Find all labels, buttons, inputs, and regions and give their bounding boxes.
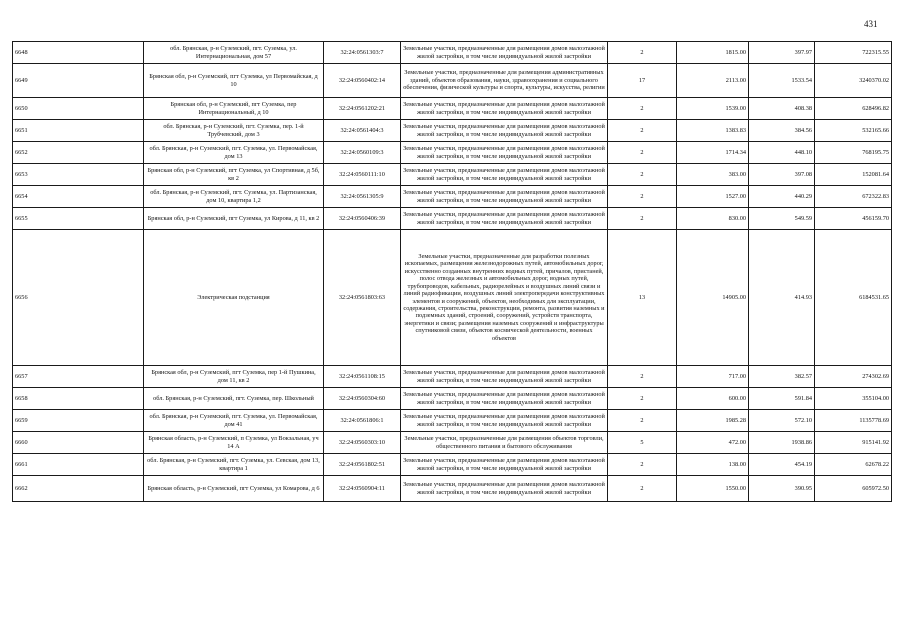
page-number: 431 — [864, 19, 878, 29]
group-cell: 2 — [608, 388, 677, 410]
cadastral-value-cell: 722315.55 — [815, 42, 892, 64]
cadastral-value-cell: 628496.82 — [815, 98, 892, 120]
address-cell: Брянская обл, р-н Суземский, пгт Суземка, пер 1-й Пушкина, дом 11, кв 2 — [144, 366, 324, 388]
group-cell: 2 — [608, 410, 677, 432]
address-cell: Брянская обл, р-н Суземский, пгт Суземка, ул Кирова, д 11, кв 2 — [144, 208, 324, 230]
cadastral-number-cell: 32:24:0560402:14 — [324, 64, 401, 98]
cadastral-value-cell: 915141.92 — [815, 432, 892, 454]
table-row — [13, 64, 892, 98]
table-row — [13, 366, 892, 388]
cadastral-value-cell: 3240370.02 — [815, 64, 892, 98]
area-cell: 1714.34 — [677, 142, 749, 164]
area-cell: 717.00 — [677, 366, 749, 388]
table-row — [13, 120, 892, 142]
permitted-use-cell: Земельные участки, предназначенные для размещения домов малоэтажной жилой застройки, в том числе индивидуальной жилой застройки — [401, 164, 608, 186]
area-cell: 2113.00 — [677, 64, 749, 98]
group-cell: 2 — [608, 142, 677, 164]
cadastral-value-cell: 768195.75 — [815, 142, 892, 164]
area-cell: 383.00 — [677, 164, 749, 186]
area-cell: 472.00 — [677, 432, 749, 454]
table-row — [13, 98, 892, 120]
area-cell: 1550.00 — [677, 476, 749, 502]
rate-cell: 1938.86 — [749, 432, 815, 454]
table-body — [13, 42, 892, 502]
permitted-use-cell: Земельные участки, предназначенные для размещения домов малоэтажной жилой застройки, в том числе индивидуальной жилой застройки — [401, 120, 608, 142]
row-number-cell: 6662 — [13, 476, 144, 502]
cadastral-number-cell: 32:24:0561806:1 — [324, 410, 401, 432]
address-cell: обл. Брянская, р-н Суземский, пгт. Суземка, пер. 1-й Трубчевский, дом 3 — [144, 120, 324, 142]
table-row — [13, 142, 892, 164]
table-row — [13, 388, 892, 410]
permitted-use-cell: Земельные участки, предназначенные для размещения домов малоэтажной жилой застройки, в том числе индивидуальной жилой застройки — [401, 476, 608, 502]
permitted-use-cell: Земельные участки, предназначенные для разработки полезных ископаемых, размещения железнодорожных путей, автомобильных дорог, искусственно созданных внутренних водных путей, причалов, пристаней, полос отвода железных и автомобильных дорог, водных путей, трубопроводов, кабельных, радиорелейных и воздушных линий связи и линий радиофикации, воздушных линий электропередачи конструктивных элементов и сооружений, объектов, необходимых для эксплуатации, содержания, строительства, реконструкции, ремонта, развития наземных и подземных зданий, строений, сооружений, устройств транспорта, энергетики и связи; размещения наземных сооружений и инфраструктуры спутниковой связи, объектов космической деятельности, военных объектов — [401, 230, 608, 366]
address-cell: обл. Брянская, р-н Суземский, пгт. Суземка, ул. Первомайская, дом 41 — [144, 410, 324, 432]
cadastral-number-cell: 32:24:0561202:21 — [324, 98, 401, 120]
row-number-cell: 6658 — [13, 388, 144, 410]
group-cell: 2 — [608, 164, 677, 186]
address-cell: обл. Брянская, р-н Суземский, пгт. Суземка, ул. Партизанская, дом 10, квартира 1,2 — [144, 186, 324, 208]
table-row — [13, 476, 892, 502]
row-number-cell: 6657 — [13, 366, 144, 388]
cadastral-number-cell: 32:24:0560904:11 — [324, 476, 401, 502]
group-cell: 2 — [608, 120, 677, 142]
row-number-cell: 6649 — [13, 64, 144, 98]
row-number-cell: 6655 — [13, 208, 144, 230]
row-number-cell: 6660 — [13, 432, 144, 454]
row-number-cell: 6654 — [13, 186, 144, 208]
cadastral-number-cell: 32:24:0560109:3 — [324, 142, 401, 164]
group-cell: 17 — [608, 64, 677, 98]
group-cell: 2 — [608, 476, 677, 502]
cadastral-number-cell: 32:24:0560303:10 — [324, 432, 401, 454]
cadastral-value-cell: 355104.00 — [815, 388, 892, 410]
rate-cell: 572.10 — [749, 410, 815, 432]
cadastral-value-cell: 672322.83 — [815, 186, 892, 208]
group-cell: 2 — [608, 186, 677, 208]
cadastral-number-cell: 32:24:0560406:39 — [324, 208, 401, 230]
group-cell: 5 — [608, 432, 677, 454]
rate-cell: 448.10 — [749, 142, 815, 164]
cadastral-value-cell: 152081.64 — [815, 164, 892, 186]
table-row — [13, 42, 892, 64]
table-row — [13, 186, 892, 208]
permitted-use-cell: Земельные участки, предназначенные для размещения домов малоэтажной жилой застройки, в том числе индивидуальной жилой застройки — [401, 208, 608, 230]
permitted-use-cell: Земельные участки, предназначенные для размещения домов малоэтажной жилой застройки, в том числе индивидуальной жилой застройки — [401, 98, 608, 120]
area-cell: 1383.83 — [677, 120, 749, 142]
rate-cell: 549.59 — [749, 208, 815, 230]
permitted-use-cell: Земельные участки, предназначенные для размещения домов малоэтажной жилой застройки, в том числе индивидуальной жилой застройки — [401, 388, 608, 410]
table-row — [13, 230, 892, 366]
cadastral-number-cell: 32:24:0561802:51 — [324, 454, 401, 476]
group-cell: 2 — [608, 454, 677, 476]
row-number-cell: 6648 — [13, 42, 144, 64]
rate-cell: 440.29 — [749, 186, 815, 208]
permitted-use-cell: Земельные участки, предназначенные для размещения домов малоэтажной жилой застройки, в том числе индивидуальной жилой застройки — [401, 366, 608, 388]
address-cell: обл. Брянская, р-н Суземский, пгт. Суземка, ул. Первомайская, дом 13 — [144, 142, 324, 164]
area-cell: 138.00 — [677, 454, 749, 476]
group-cell: 2 — [608, 42, 677, 64]
table-row — [13, 454, 892, 476]
rate-cell: 390.95 — [749, 476, 815, 502]
row-number-cell: 6653 — [13, 164, 144, 186]
rate-cell: 397.08 — [749, 164, 815, 186]
address-cell: Брянская область, р-н Суземский, пгт Суземка, ул Комарова, д 6 — [144, 476, 324, 502]
address-cell: Брянская обл, р-н Суземский, пгт Суземка, пер Интернациональный, д 10 — [144, 98, 324, 120]
row-number-cell: 6650 — [13, 98, 144, 120]
group-cell: 2 — [608, 208, 677, 230]
cadastral-value-cell: 274302.69 — [815, 366, 892, 388]
group-cell: 2 — [608, 366, 677, 388]
table-row — [13, 164, 892, 186]
address-cell: обл. Брянская, р-н Суземский, пгт. Суземка, пер. Школьный — [144, 388, 324, 410]
area-cell: 1539.00 — [677, 98, 749, 120]
rate-cell: 591.84 — [749, 388, 815, 410]
cadastral-value-cell: 605972.50 — [815, 476, 892, 502]
rate-cell: 384.56 — [749, 120, 815, 142]
rate-cell: 1533.54 — [749, 64, 815, 98]
permitted-use-cell: Земельные участки, предназначенные для размещения домов малоэтажной жилой застройки, в том числе индивидуальной жилой застройки — [401, 410, 608, 432]
cadastral-value-cell: 1135778.69 — [815, 410, 892, 432]
address-cell: Электрическая подстанция — [144, 230, 324, 366]
permitted-use-cell: Земельные участки, предназначенные для размещения административных зданий, объектов образования, науки, здравоохранения и социального обеспечения, физической культуры и спорта, культуры, искусства, религии — [401, 64, 608, 98]
cadastre-table — [12, 41, 892, 502]
rate-cell: 408.38 — [749, 98, 815, 120]
table-row — [13, 410, 892, 432]
permitted-use-cell: Земельные участки, предназначенные для размещения домов малоэтажной жилой застройки, в том числе индивидуальной жилой застройки — [401, 142, 608, 164]
cadastral-number-cell: 32:24:0560111:10 — [324, 164, 401, 186]
area-cell: 14905.00 — [677, 230, 749, 366]
rate-cell: 414.93 — [749, 230, 815, 366]
area-cell: 830.00 — [677, 208, 749, 230]
rate-cell: 397.97 — [749, 42, 815, 64]
cadastral-number-cell: 32:24:0561803:63 — [324, 230, 401, 366]
cadastral-number-cell: 32:24:0560304:60 — [324, 388, 401, 410]
permitted-use-cell: Земельные участки, предназначенные для размещения объектов торговли, общественного питания и бытового обслуживания — [401, 432, 608, 454]
row-number-cell: 6651 — [13, 120, 144, 142]
table-row — [13, 208, 892, 230]
area-cell: 1985.28 — [677, 410, 749, 432]
area-cell: 1815.00 — [677, 42, 749, 64]
cadastral-value-cell: 62678.22 — [815, 454, 892, 476]
cadastral-value-cell: 6184531.65 — [815, 230, 892, 366]
rate-cell: 454.19 — [749, 454, 815, 476]
cadastral-number-cell: 32:24:0561303:7 — [324, 42, 401, 64]
address-cell: обл. Брянская, р-н Суземский, пгт. Суземка, ул. Севская, дом 13, квартира 1 — [144, 454, 324, 476]
area-cell: 1527.00 — [677, 186, 749, 208]
row-number-cell: 6661 — [13, 454, 144, 476]
cadastral-value-cell: 456159.70 — [815, 208, 892, 230]
area-cell: 600.00 — [677, 388, 749, 410]
address-cell: обл. Брянская, р-н Суземский, пгт. Суземка, ул. Интернациональная, дом 57 — [144, 42, 324, 64]
permitted-use-cell: Земельные участки, предназначенные для размещения домов малоэтажной жилой застройки, в том числе индивидуальной жилой застройки — [401, 42, 608, 64]
address-cell: Брянская обл, р-н Суземский, пгт Суземка, ул Первомайская, д 10 — [144, 64, 324, 98]
cadastral-number-cell: 32:24:0561404:3 — [324, 120, 401, 142]
row-number-cell: 6656 — [13, 230, 144, 366]
cadastral-number-cell: 32:24:0561108:15 — [324, 366, 401, 388]
table-row — [13, 432, 892, 454]
group-cell: 2 — [608, 98, 677, 120]
cadastral-number-cell: 32:24:0561305:9 — [324, 186, 401, 208]
row-number-cell: 6659 — [13, 410, 144, 432]
rate-cell: 382.57 — [749, 366, 815, 388]
group-cell: 13 — [608, 230, 677, 366]
permitted-use-cell: Земельные участки, предназначенные для размещения домов малоэтажной жилой застройки, в том числе индивидуальной жилой застройки — [401, 186, 608, 208]
row-number-cell: 6652 — [13, 142, 144, 164]
address-cell: Брянская область, р-н Суземский, п Суземка, ул Вокзальная, уч 14 А — [144, 432, 324, 454]
address-cell: Брянская обл, р-н Суземский, пгт Суземка, ул Спортивная, д 5б, кв 2 — [144, 164, 324, 186]
permitted-use-cell: Земельные участки, предназначенные для размещения домов малоэтажной жилой застройки, в том числе индивидуальной жилой застройки — [401, 454, 608, 476]
cadastral-value-cell: 532165.66 — [815, 120, 892, 142]
